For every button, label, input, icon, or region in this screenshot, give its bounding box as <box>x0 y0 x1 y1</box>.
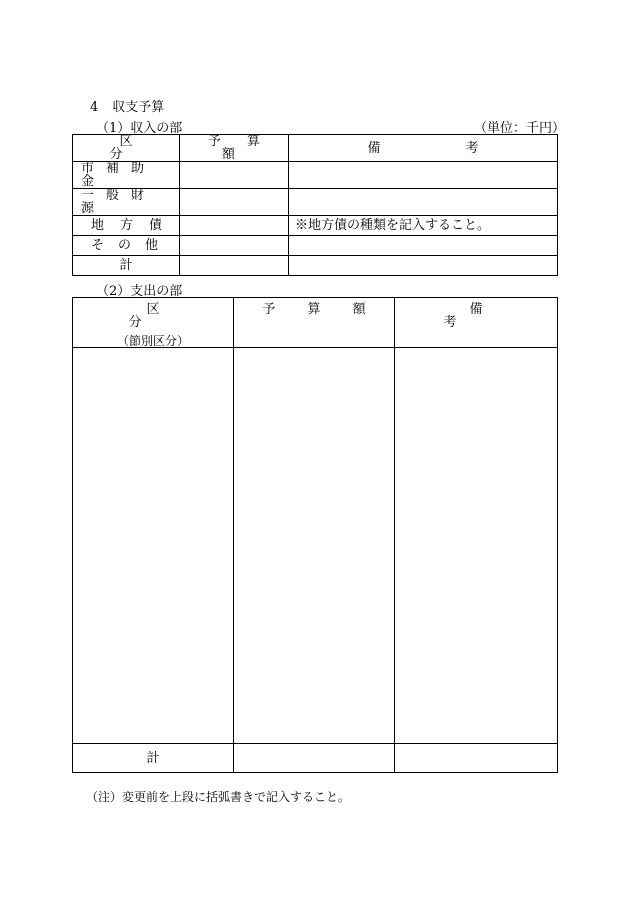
header-remarks: 備 考 <box>289 135 558 162</box>
income-row-label: その他 <box>73 236 180 256</box>
income-row-label: 地方債 <box>73 216 180 236</box>
income-note-cell[interactable] <box>289 189 558 216</box>
expenditure-amount-cell[interactable] <box>234 348 395 744</box>
income-note-cell[interactable] <box>289 162 558 189</box>
income-note-cell[interactable]: ※地方債の種類を記入すること。 <box>289 216 558 236</box>
expenditure-total-label: 計 <box>73 744 234 773</box>
income-section-title: （1）収入の部 <box>96 121 183 136</box>
income-amount-cell[interactable] <box>180 236 289 256</box>
income-row-label: 市補助金 <box>73 162 180 189</box>
header-category: 区 分 <box>73 135 180 162</box>
expenditure-category-cell[interactable] <box>73 348 234 744</box>
income-row-label: 一般財源 <box>73 189 180 216</box>
header-remarks: 備 考 <box>395 298 558 348</box>
expenditure-total-row <box>73 744 558 773</box>
income-total-label: 計 <box>73 256 180 276</box>
income-row <box>73 216 558 236</box>
expenditure-header-row <box>73 298 558 348</box>
income-amount-cell[interactable] <box>180 189 289 216</box>
income-amount-cell[interactable] <box>180 216 289 236</box>
income-row <box>73 162 558 189</box>
income-total-note-cell[interactable] <box>289 256 558 276</box>
expenditure-section-title: （2）支出の部 <box>96 284 183 299</box>
expenditure-table <box>72 297 600 773</box>
section-number: 4 <box>90 100 99 115</box>
income-header-row <box>73 135 558 162</box>
section-title: 収支予算 <box>112 100 165 115</box>
expenditure-total-amount-cell[interactable] <box>234 744 395 773</box>
income-note-cell[interactable] <box>289 236 558 256</box>
income-amount-cell[interactable] <box>180 162 289 189</box>
header-budget: 予 算 額 <box>180 135 289 162</box>
expenditure-total-note-cell[interactable] <box>395 744 558 773</box>
footnote: （注）変更前を上段に括弧書きで記入すること。 <box>86 790 351 804</box>
expenditure-body-row <box>73 348 558 744</box>
income-row <box>73 189 558 216</box>
section-heading <box>90 96 164 115</box>
income-total-row <box>73 256 558 276</box>
income-row <box>73 236 558 256</box>
income-total-amount-cell[interactable] <box>180 256 289 276</box>
header-category-sub: （節別区分） <box>116 334 189 348</box>
income-table <box>72 134 558 276</box>
header-budget: 予 算 額 <box>234 298 395 348</box>
header-category: 区 分 （節別区分） <box>73 298 234 348</box>
unit-label: （単位：千円） <box>474 121 566 136</box>
expenditure-note-cell[interactable] <box>395 348 558 744</box>
